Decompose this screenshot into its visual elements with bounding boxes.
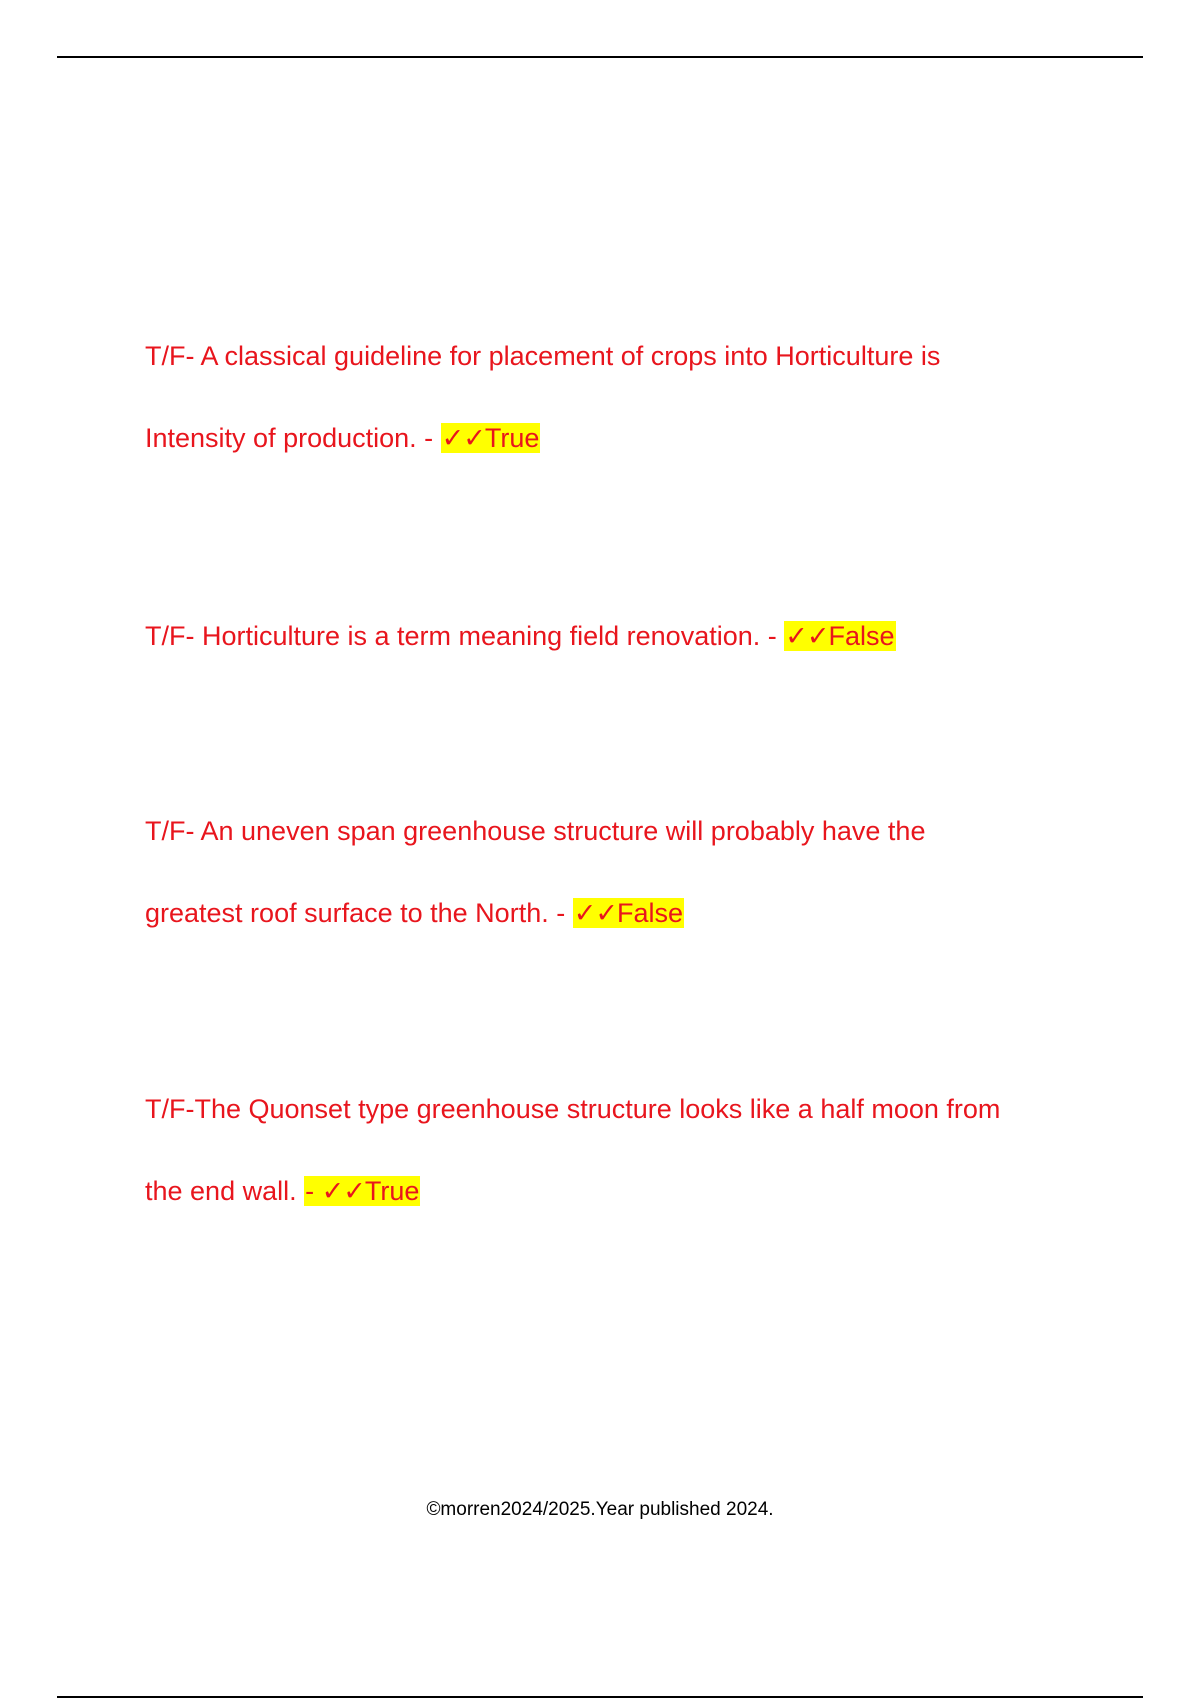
question-4-answer-text: True	[364, 1176, 420, 1206]
question-4-answer-dash: -	[305, 1176, 322, 1206]
double-check-icon: ✓✓	[785, 621, 829, 652]
question-1-line-1: T/F- A classical guideline for placement of crops into Horticulture is	[145, 341, 941, 371]
question-2-line-1	[145, 614, 896, 658]
question-3-line-2	[145, 891, 684, 935]
double-check-icon: ✓✓	[573, 898, 617, 929]
question-1-text-end: Intensity of production. -	[145, 423, 441, 453]
question-4-text-end: the end wall.	[145, 1176, 305, 1206]
question-3-text-end: greatest roof surface to the North. -	[145, 898, 573, 928]
double-check-icon: ✓✓	[441, 423, 485, 454]
question-4-answer	[304, 1176, 420, 1206]
double-check-icon: ✓✓	[321, 1176, 365, 1207]
bottom-rule	[57, 1696, 1143, 1698]
question-2-text: T/F- Horticulture is a term meaning field renovation. -	[145, 621, 785, 651]
question-4-line-1: T/F-The Quonset type greenhouse structure looks like a half moon from	[145, 1094, 1001, 1124]
question-3-answer-text: False	[616, 898, 683, 928]
question-2-answer	[784, 621, 895, 651]
question-1-answer	[441, 423, 541, 453]
question-3-answer	[573, 898, 684, 928]
question-2-answer-text: False	[828, 621, 895, 651]
copyright-footer: ©morren2024/2025.Year published 2024.	[426, 1499, 774, 1520]
question-1-line-2	[145, 416, 540, 460]
question-1-answer-text: True	[484, 423, 540, 453]
question-4-line-2	[145, 1169, 420, 1213]
question-3-line-1: T/F- An uneven span greenhouse structure will probably have the	[145, 816, 926, 846]
top-rule	[57, 56, 1143, 58]
